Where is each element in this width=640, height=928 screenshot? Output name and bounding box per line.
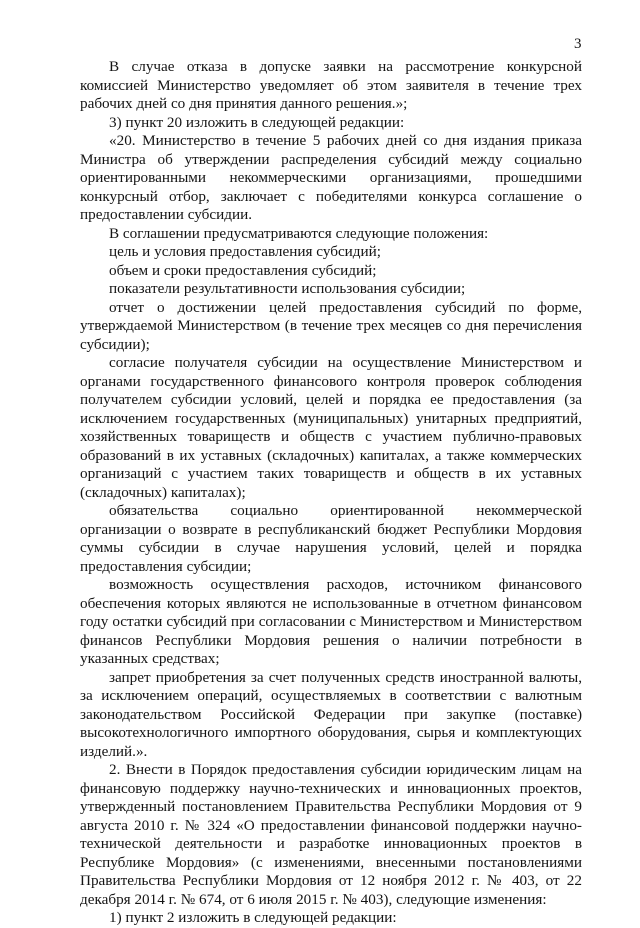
paragraph: «20. Министерство в течение 5 рабочих дней со дня издания приказа Министра об утверждении распределения субсидий между социально ориентированными некоммерческими организациями, прошедшими конкурсный отбор, заключает с победителями конкурса соглашение о предоставлении субсидии. xyxy=(80,132,582,223)
paragraph: согласие получателя субсидии на осуществление Министерством и органами государственного финансового контроля проверок соблюдения получателем субсидии условий, целей и порядка ее предоставления (за исключением государственных (муниципальных) унитарных предприятий, хозяйственных товариществ и обществ с участием публично-правовых образований в их уставных (складочных) капиталах, а также коммерческих организаций с участием таких товариществ и обществ в их уставных (складочных) капиталах); xyxy=(80,354,582,501)
paragraph: обязательства социально ориентированной некоммерческой организации о возврате в республиканский бюджет Республики Мордовия суммы субсидии в случае нарушения условий, целей и порядка предоставления субсидии; xyxy=(80,502,582,575)
paragraph: 2. Внести в Порядок предоставления субсидии юридическим лицам на финансовую поддержку научно-технических и инновационных проектов, утвержденный постановлением Правительства Республики Мордовия от 9 августа 2010 г. № 324 «О предоставлении финансовой поддержки научно-технической деятельности и разработке инновационных проектов в Республике Мордовия» (с изменениями, внесенными постановлениями Правительства Республики Мордовия от 12 ноября 2012 г. № 403, от 22 декабря 2014 г. № 674, от 6 июля 2015 г. № 403), следующие изменения: xyxy=(80,761,582,908)
paragraph: В случае отказа в допуске заявки на рассмотрение конкурсной комиссией Министерство уведомляет об этом заявителя в течение трех рабочих дней со дня принятия данного решения.»; xyxy=(80,58,582,112)
document-body xyxy=(80,58,582,928)
paragraph: возможность осуществления расходов, источником финансового обеспечения которых являются не использованные в отчетном финансовом году остатки субсидий при согласовании с Министерством и Министерством финансов Республики Мордовия решения о наличии потребности в указанных средствах; xyxy=(80,576,582,667)
paragraph: показатели результативности использования субсидии; xyxy=(109,280,466,297)
paragraph: запрет приобретения за счет полученных средств иностранной валюты, за исключением операций, осуществляемых в соответствии с валютным законодательством Российской Федерации при закупке (поставке) высокотехнологичного импортного оборудования, сырья и комплектующих изделий.». xyxy=(80,668,582,760)
paragraph: 3) пункт 20 изложить в следующей редакции: xyxy=(109,113,405,131)
paragraph: цель и условия предоставления субсидий; xyxy=(109,243,382,260)
page-number: 3 xyxy=(574,36,582,52)
paragraph: 1) пункт 2 изложить в следующей редакции: xyxy=(109,909,397,926)
paragraph: отчет о достижении целей предоставления субсидий по форме, утверждаемой Министерством (в течение трех месяцев со дня перечисления субсидии); xyxy=(80,298,582,353)
paragraph: В соглашении предусматриваются следующие положения: xyxy=(109,224,489,242)
paragraph: объем и сроки предоставления субсидий; xyxy=(109,261,377,279)
